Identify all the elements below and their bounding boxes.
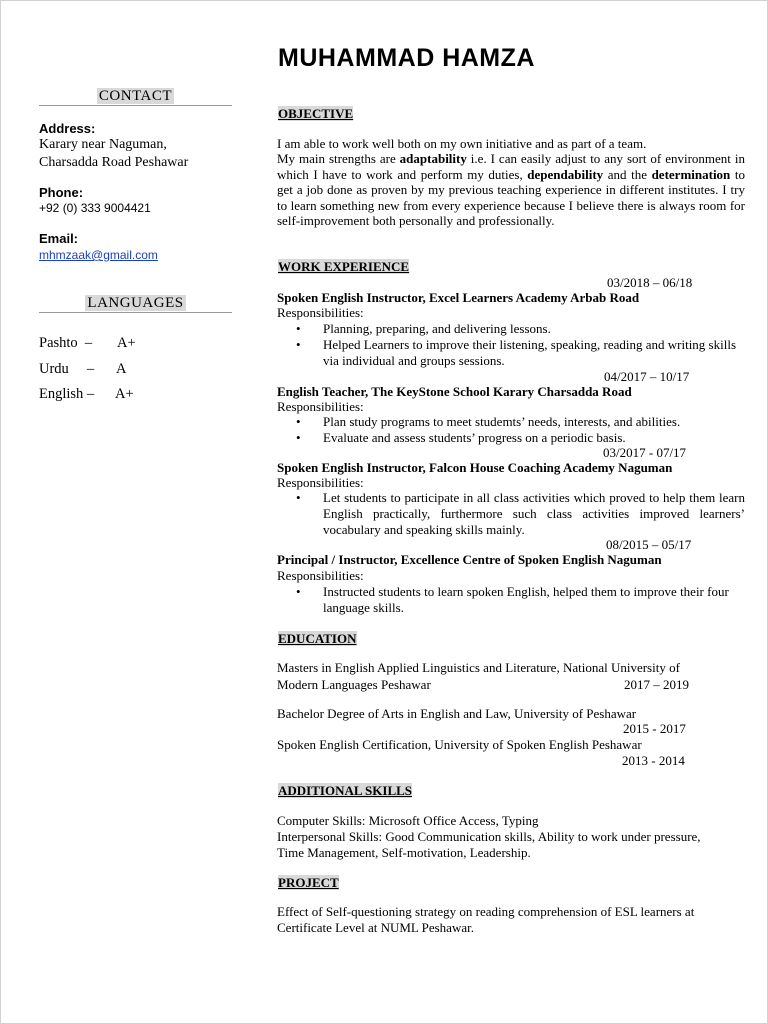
responsibilities-label: Responsibilities:	[277, 475, 364, 490]
work-experience-heading: WORK EXPERIENCE	[278, 259, 410, 274]
education-date: 2015 - 2017	[623, 721, 686, 736]
email-label: Email:	[39, 231, 79, 246]
language-row	[39, 335, 136, 352]
job-title: Spoken English Instructor, Excel Learners Academy Arbab Road	[277, 290, 640, 305]
language-grade: A+	[117, 335, 136, 351]
phone-label: Phone:	[39, 185, 84, 200]
responsibilities-label: Responsibilities:	[277, 568, 364, 583]
additional-skills-heading: ADDITIONAL SKILLS	[278, 783, 413, 798]
project-heading: PROJECT	[278, 875, 339, 890]
education-item-3: Spoken English Certification, University of Spoken English Peshawar	[277, 737, 642, 752]
job-title: Principal / Instructor, Excellence Centre of Spoken English Naguman	[277, 552, 662, 567]
language-name: Pashto –	[39, 335, 93, 351]
language-name: Urdu –	[39, 361, 95, 377]
language-name: English –	[39, 386, 95, 402]
objective-line-1: I am able to work well both on my own initiative and as part of a team.	[277, 136, 647, 151]
job-title: English Teacher, The KeyStone School Karary Charsadda Road	[277, 384, 632, 399]
job-date: 03/2018 – 06/18	[607, 275, 693, 290]
language-row	[39, 386, 134, 403]
interpersonal-skills: Interpersonal Skills: Good Communication skills, Ability to work under pressure,	[277, 829, 701, 844]
address-line-2: Charsadda Road Peshawar	[39, 155, 189, 170]
language-grade: A	[116, 361, 127, 377]
bullet-item: • Instructed students to learn spoken English, helped them to improve their four language skills.	[296, 584, 729, 615]
objective-paragraph: My main strengths are adaptability i.e. I can easily adjust to any sort of environment in which I have to work and perform my duties, dependability and the determination to get a job done as proven by my previous teaching experience in different institutes. I try to learn something new from every experience because I believe there is always room for self-improvement both personally and professionally.	[277, 151, 745, 228]
education-item-1-line-2: Modern Languages Peshawar	[277, 677, 431, 692]
job-date: 03/2017 - 07/17	[603, 445, 687, 460]
responsibilities-label: Responsibilities:	[277, 399, 364, 414]
bullet-item: • Plan study programs to meet studemts’ needs, interests, and abilities.	[296, 414, 681, 429]
language-row	[39, 361, 127, 378]
education-date: 2017 – 2019	[624, 677, 689, 692]
job-date: 04/2017 – 10/17	[604, 369, 690, 384]
project-line-2: Certificate Level at NUML Peshawar.	[277, 920, 474, 935]
responsibilities-label: Responsibilities:	[277, 305, 364, 320]
project-line-1: Effect of Self-questioning strategy on reading comprehension of ESL learners at	[277, 904, 695, 919]
education-item-2: Bachelor Degree of Arts in English and Law, University of Peshawar	[277, 706, 637, 721]
job-date: 08/2015 – 05/17	[606, 537, 692, 552]
objective-heading: OBJECTIVE	[278, 106, 354, 121]
languages-heading: LANGUAGES	[39, 294, 232, 313]
computer-skills: Computer Skills: Microsoft Office Access, Typing	[277, 813, 539, 828]
bullet-item: • Helped Learners to improve their listening, speaking, reading and writing skills via individual and groups sessions.	[296, 337, 737, 368]
contact-heading: CONTACT	[39, 87, 232, 106]
bullet-item: • Evaluate and assess students’ progress on a periodic basis.	[296, 430, 626, 445]
education-item-1-line-1: Masters in English Applied Linguistics and Literature, National University of	[277, 660, 680, 675]
education-date: 2013 - 2014	[622, 753, 685, 768]
phone-value: +92 (0) 333 9004421	[39, 201, 151, 215]
candidate-name: MUHAMMAD HAMZA	[278, 44, 535, 72]
address-label: Address:	[39, 121, 96, 136]
language-grade: A+	[115, 386, 134, 402]
education-heading: EDUCATION	[278, 631, 357, 646]
job-title: Spoken English Instructor, Falcon House Coaching Academy Naguman	[277, 460, 673, 475]
bullet-item: • Planning, preparing, and delivering lessons.	[296, 321, 551, 336]
address-line-1: Karary near Naguman,	[39, 137, 167, 152]
interpersonal-skills-cont: Time Management, Self-motivation, Leadership.	[277, 845, 531, 860]
email-link[interactable]: mhmzaak@gmail.com	[39, 248, 158, 262]
bullet-item: • Let students to participate in all class activities which proved to help them learn English practically, furthermore such class activities improved learners’ vocabulary and speaking skills mainly.	[296, 490, 745, 537]
